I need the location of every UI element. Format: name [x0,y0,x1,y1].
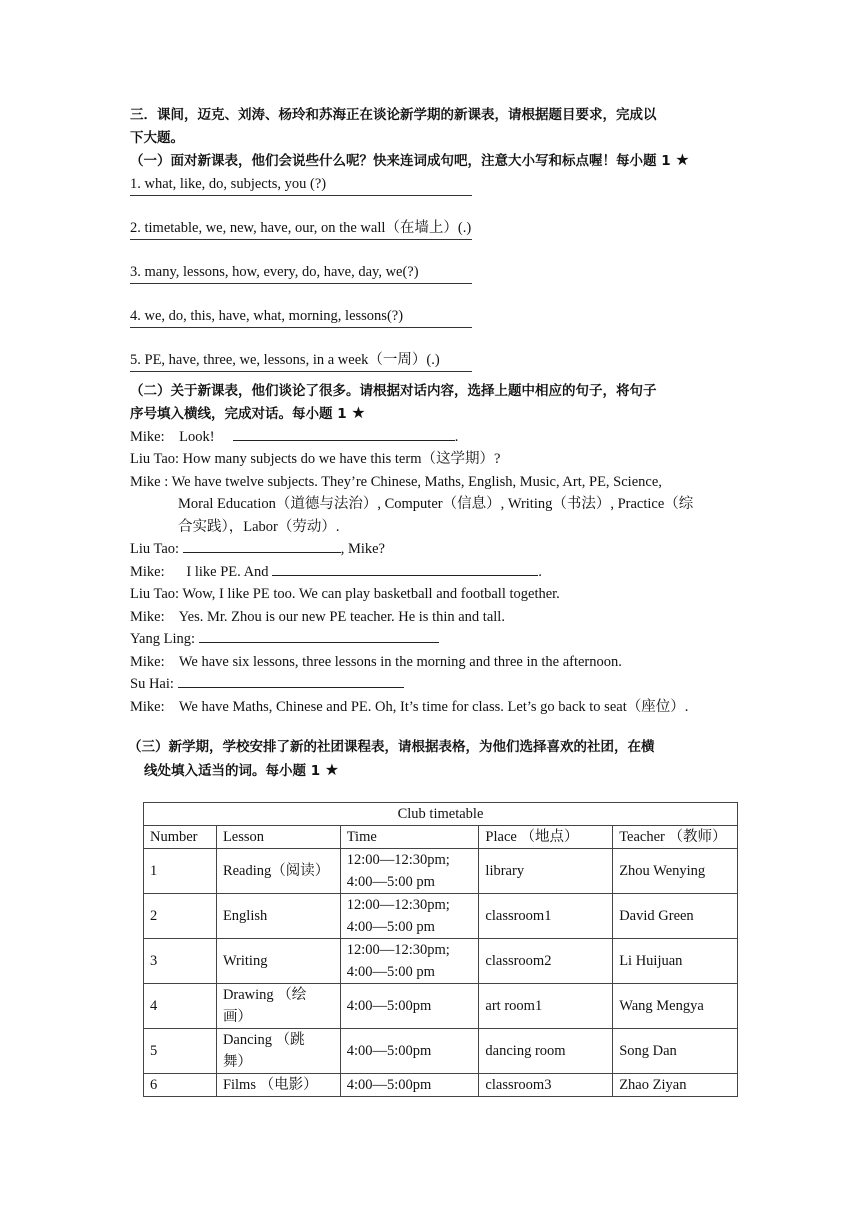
question-3: 3. many, lessons, how, every, do, have, day, we(?) [130,263,419,280]
dialogue-text: , Mike? [340,541,385,557]
question-4: 4. we, do, this, have, what, morning, lessons(?) [130,307,404,324]
dialogue-text: Look! [179,428,215,445]
dialogue-line-3-cont2: 合实践），Labor（劳动）. [178,518,340,535]
time-line: 12:00—12:30pm; [346,897,450,913]
cell-place: art room1 [479,984,613,1029]
cell-number: 4 [144,984,217,1029]
answer-blank-4[interactable] [199,628,439,643]
answer-line-4[interactable] [130,327,472,328]
table-row [144,894,738,939]
punct: . [454,428,459,445]
cell-place: classroom3 [479,1074,613,1097]
cell-place: classroom2 [479,939,613,984]
cell-time [340,849,479,894]
time-line: 4:00—5:00 pm [346,964,435,980]
dialogue-line-2: Liu Tao: How many subjects do we have this term（这学期）? [130,451,501,467]
part1-heading-text: （一）面对新课表，他们会说些什么呢？快来连词成句吧，注意大小写和标点喔！每小题 1 [130,153,671,169]
cell-lesson: Films （电影） [216,1074,340,1097]
cell-place: library [479,849,613,894]
dialogue-text: Yes. Mr. Zhou is our new PE teacher. He is thin and tall. [178,608,505,625]
dialogue-line-6: Liu Tao: Wow, I like PE too. We can play basketball and football together. [130,586,560,602]
part3-heading-text: 线处填入适当的词。每小题 1 [144,762,321,779]
table-caption: Club timetable [144,803,738,826]
cell-teacher: Zhou Wenying [613,849,738,894]
question-5: 5. PE, have, three, we, lessons, in a week（一周）(.) [130,351,440,368]
answer-blank-2[interactable] [183,538,341,553]
speaker: Mike: [130,653,165,670]
answer-line-1[interactable] [130,195,472,196]
star-icon: ★ [675,150,690,169]
speaker: Mike: [130,698,165,715]
dialogue-line-1 [130,426,740,449]
cell-number: 3 [144,939,217,984]
cell-number: 1 [144,849,217,894]
dialogue-line-11 [130,696,740,719]
dialogue-line-8 [130,628,740,651]
part3-heading-line2 [130,759,740,783]
part3-heading-line1: （三）新学期，学校安排了新的社团课程表，请根据表格，为他们选择喜欢的社团，在横 [128,739,655,755]
club-timetable [143,802,738,1097]
table-row [144,849,738,894]
time-line: 4:00—5:00 pm [346,919,435,935]
cell-teacher: Wang Mengya [613,984,738,1029]
cell-place: classroom1 [479,894,613,939]
section3-title-line2: 下大题。 [130,129,184,146]
cell-teacher: Song Dan [613,1029,738,1074]
cell-lesson: Reading（阅读） [216,849,340,894]
cell-teacher: Li Huijuan [613,939,738,984]
cell-number: 5 [144,1029,217,1074]
question-2: 2. timetable, we, new, have, our, on the wall（在墙上）(.) [130,219,472,236]
speaker: Mike: [130,563,165,580]
dialogue-line-9 [130,651,740,674]
lesson-line: 舞） [222,1054,252,1070]
dialogue-line-3 [130,471,740,494]
speaker: Mike : [130,473,169,490]
speaker: Su Hai: [130,676,174,692]
speaker: Liu Tao: [130,541,180,557]
cell-time: 4:00—5:00pm [340,984,479,1029]
column-header: Time [340,826,479,849]
cell-lesson [216,984,340,1029]
table-row [144,1074,738,1097]
lesson-line: 画） [222,1009,252,1025]
lesson-line: Drawing （绘 [222,987,307,1003]
answer-blank-1[interactable] [233,426,455,441]
part1-questions [130,173,740,372]
cell-time: 4:00—5:00pm [340,1074,479,1097]
star-icon: ★ [324,759,340,779]
cell-time: 4:00—5:00pm [340,1029,479,1074]
part1-heading [130,149,740,173]
dialogue-line-5 [130,561,740,584]
time-line: 4:00—5:00 pm [346,874,435,890]
star-icon: ★ [351,403,366,422]
speaker: Mike: [130,608,165,625]
speaker: Yang Ling: [130,631,195,647]
column-header: Number [144,826,217,849]
worksheet [130,104,740,782]
punct: . [538,563,542,580]
part2-heading-text: 序号填入横线，完成对话。每小题 1 [130,406,347,422]
column-header: Teacher （教师） [613,826,738,849]
dialogue-text: We have six lessons, three lessons in the morning and three in the afternoon. [178,653,622,670]
speaker: Mike: [130,428,165,445]
cell-number: 6 [144,1074,217,1097]
dialogue-line-3-cont1: Moral Education（道德与法治）, Computer（信息）, Writing（书法）, Practice（综 [178,496,694,512]
dialogue-text: I like PE. And [186,563,269,580]
answer-blank-5[interactable] [178,673,404,688]
cell-place: dancing room [479,1029,613,1074]
dialogue-text: We have twelve subjects. They’re Chinese, Maths, English, Music, Art, PE, Science, [171,473,662,490]
table-header-row [144,826,738,849]
cell-lesson [216,1029,340,1074]
question-1: 1. what, like, do, subjects, you (?) [130,175,327,192]
section3-title-line1: 三．课间，迈克、刘涛、杨玲和苏海正在谈论新学期的新课表，请根据题目要求，完成以 [130,107,657,123]
dialogue [130,426,740,719]
time-line: 12:00—12:30pm; [346,852,450,868]
cell-time [340,894,479,939]
table-row [144,939,738,984]
table-row [144,1029,738,1074]
time-line: 12:00—12:30pm; [346,942,450,958]
dialogue-line-7 [130,606,740,629]
dialogue-line-10 [130,673,740,696]
part2-heading-line2 [130,402,740,426]
cell-number: 2 [144,894,217,939]
cell-lesson: Writing [216,939,340,984]
answer-line-5[interactable] [130,371,472,372]
lesson-line: Dancing （跳 [222,1032,305,1048]
answer-line-3[interactable] [130,283,472,284]
dialogue-text: We have Maths, Chinese and PE. Oh, It’s time for class. Let’s go back to seat（座位）. [178,698,689,715]
column-header: Place （地点） [479,826,613,849]
part2-heading-line1: （二）关于新课表，他们谈论了很多。请根据对话内容，选择上题中相应的句子，将句子 [130,382,657,399]
cell-teacher: Zhao Ziyan [613,1074,738,1097]
cell-lesson: English [216,894,340,939]
answer-blank-3[interactable] [272,561,538,576]
column-header: Lesson [216,826,340,849]
answer-line-2[interactable] [130,239,472,240]
cell-teacher: David Green [613,894,738,939]
dialogue-line-4 [130,538,740,561]
table-row [144,984,738,1029]
cell-time [340,939,479,984]
